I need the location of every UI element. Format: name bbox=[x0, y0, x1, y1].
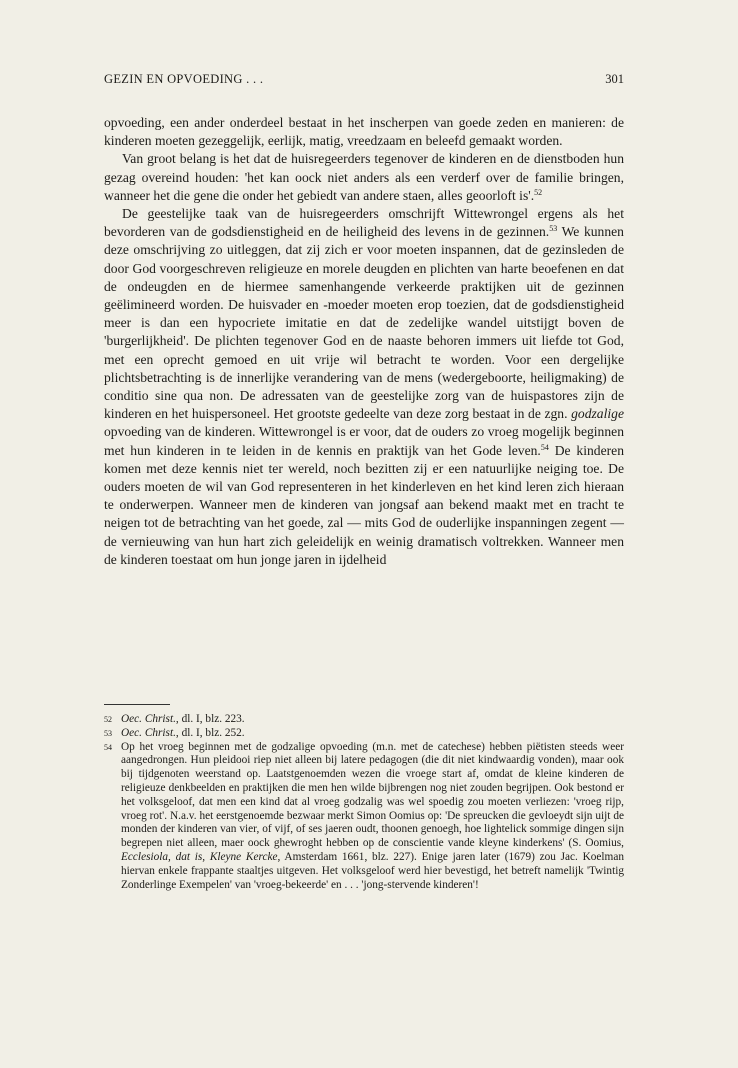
footnote-54 bbox=[104, 741, 624, 893]
paragraph-3-part-a: De geestelijke taak van de huisregeerders omschrijft Wittewrongel ergens als het bevorderen van de godsdienstigheid en de heiligheid des levens in de gezinnen. bbox=[104, 206, 624, 240]
page-number: 301 bbox=[605, 72, 624, 86]
running-title: GEZIN EN OPVOEDING . . . bbox=[104, 72, 264, 86]
paragraph-3-part-d: De kinderen komen met deze kennis niet ter wereld, noch bezitten zij er een natuurlijke neiging toe. De ouders moeten de wil van God representeren in het kinderleven en het kind leren zich hieraan te onderwerpen. Wanneer men de kinderen van jongsaf aan bekend maakt met en tracht te neigen tot de betrachting van het goede, zal — mits God de ouderlijke inspanningen zegent — de vernieuwing van hun hart zich geleidelijk en weinig dramatisch voltrekken. Wanneer men de kinderen toestaat om hun jonge jaren in ijdelheid bbox=[104, 442, 624, 567]
footnote-54-text-b: , Amsterdam 1661, blz. 227). Enige jaren later (1679) zou Jac. Koelman hiervan enkele frappante staaltjes uitgeven. Het volksgeloof werd hier bevestigd, het betreft namelijk 'Twintig Zonderlinge Exempelen' van 'vroeg-bekeerde' en . . . 'jong-stervende kinderen'! bbox=[121, 850, 624, 891]
footnote-divider bbox=[104, 704, 170, 705]
paragraph-3-italic: godzalige bbox=[571, 406, 624, 422]
footnote-53 bbox=[104, 727, 624, 741]
paragraph-1: opvoeding, een ander onderdeel bestaat in het inscherpen van goede zeden en manieren: de kinderen moeten gezeggelijk, eerlijk, matig, vreedzaam en beleefd gemaakt worden. bbox=[104, 115, 624, 149]
footnote-number: 52 bbox=[104, 715, 112, 724]
paragraph-3-part-b: We kunnen deze omschrijving zo uitleggen, dat zij zich er voor moeten inspannen, dat de gezinsleden de door God voorgeschreven religieuze en morele deugden en plichten van harte beoefenen en dat de ondeugden en de hiermee samenhangende verkeerde praktijken uit de gezinnen geëlimineerd worden. De huisvader en -moeder moeten erop toezien, dat de godsdienstigheid meer is dan een hypocriete imitatie en dat de zedelijke wandel uitstijgt boven de 'burgerlijkheid'. De plichten tegenover God en de naaste behoren immers uit liefde tot God, met een oprecht gemoed en uit vrije wil betracht te worden. Voor een dergelijke plichtsbetrachting is de innerlijke verandering van de mens (wedergeboorte, heiligmaking) de conditio sine qua non. De adressaten van de geestelijke zorg van de huispastores zijn de kinderen en het huispersoneel. Het grootste gedeelte van deze zorg bestaat in de zgn. bbox=[104, 224, 624, 422]
footnote-52-text: , dl. I, blz. 223. bbox=[175, 713, 245, 725]
footnote-52 bbox=[104, 713, 624, 727]
footnote-54-italic: Ecclesiola, dat is, Kleyne Kercke bbox=[121, 850, 278, 863]
footnote-52-title: Oec. Christ. bbox=[121, 713, 176, 725]
body-text bbox=[104, 114, 624, 569]
footnote-number: 53 bbox=[104, 728, 112, 738]
footnote-ref-53[interactable]: 53 bbox=[549, 224, 558, 234]
footnote-number: 54 bbox=[104, 742, 112, 752]
paragraph-2 bbox=[104, 150, 624, 205]
paragraph-3 bbox=[104, 205, 624, 569]
running-header bbox=[104, 72, 624, 92]
paragraph-3-part-c: opvoeding van de kinderen. Wittewrongel is er voor, dat de ouders zo vroeg mogelijk beginnen met hun kinderen in te leiden in de kennis en praktijk van het Gode leven. bbox=[104, 424, 624, 458]
footnote-53-text: , dl. I, blz. 252. bbox=[175, 726, 245, 739]
footnotes bbox=[104, 713, 624, 892]
footnote-54-text-a: Op het vroeg beginnen met de godzalige opvoeding (m.n. met de catechese) hebben piëtisten steeds weer aangedrongen. Hun pleidooi riep niet alleen bij latere pedagogen (die dit niet kindwaardig vonden), maar ook bij tijdgenoten weerstand op. Laatstgenoemden wezen die vroege start af, omdat de kleine kinderen de religieuze denkbeelden en praktijken die men hen wilde bijbrengen nog niet zouden begrijpen. Ook bestond er het volksgeloof, dat men een kind dat al vroeg godzalig was wel spoedig zou moeten verliezen: 'vroeg rijp, vroeg rot'. N.a.v. het eerstgenoemde bezwaar merkt Simon Oomius op: 'De spreucken die gevloeydt sijn uijt de monden der kinderen van vier, of vijf, of ses jaeren oudt, thoonen genoegh, hoe lightelick sommige dingen sijn begrepen niet alleen, maer oock ghewroght hebben op de conscientie vande kleyne kinderkens' (S. Oomius, bbox=[121, 740, 624, 850]
paragraph-2-text: Van groot belang is het dat de huisregeerders tegenover de kinderen en de dienstboden hun gezag overeind houden: 'het kan oock niet anders als een verderf over de familie bringen, wanneer het die gene die onder het gebiedt van andere staen, alles geoorloft is'. bbox=[104, 151, 624, 203]
footnote-ref-54[interactable]: 54 bbox=[540, 442, 549, 452]
footnote-53-title: Oec. Christ. bbox=[121, 726, 176, 739]
footnote-ref-52[interactable]: 52 bbox=[534, 187, 543, 197]
